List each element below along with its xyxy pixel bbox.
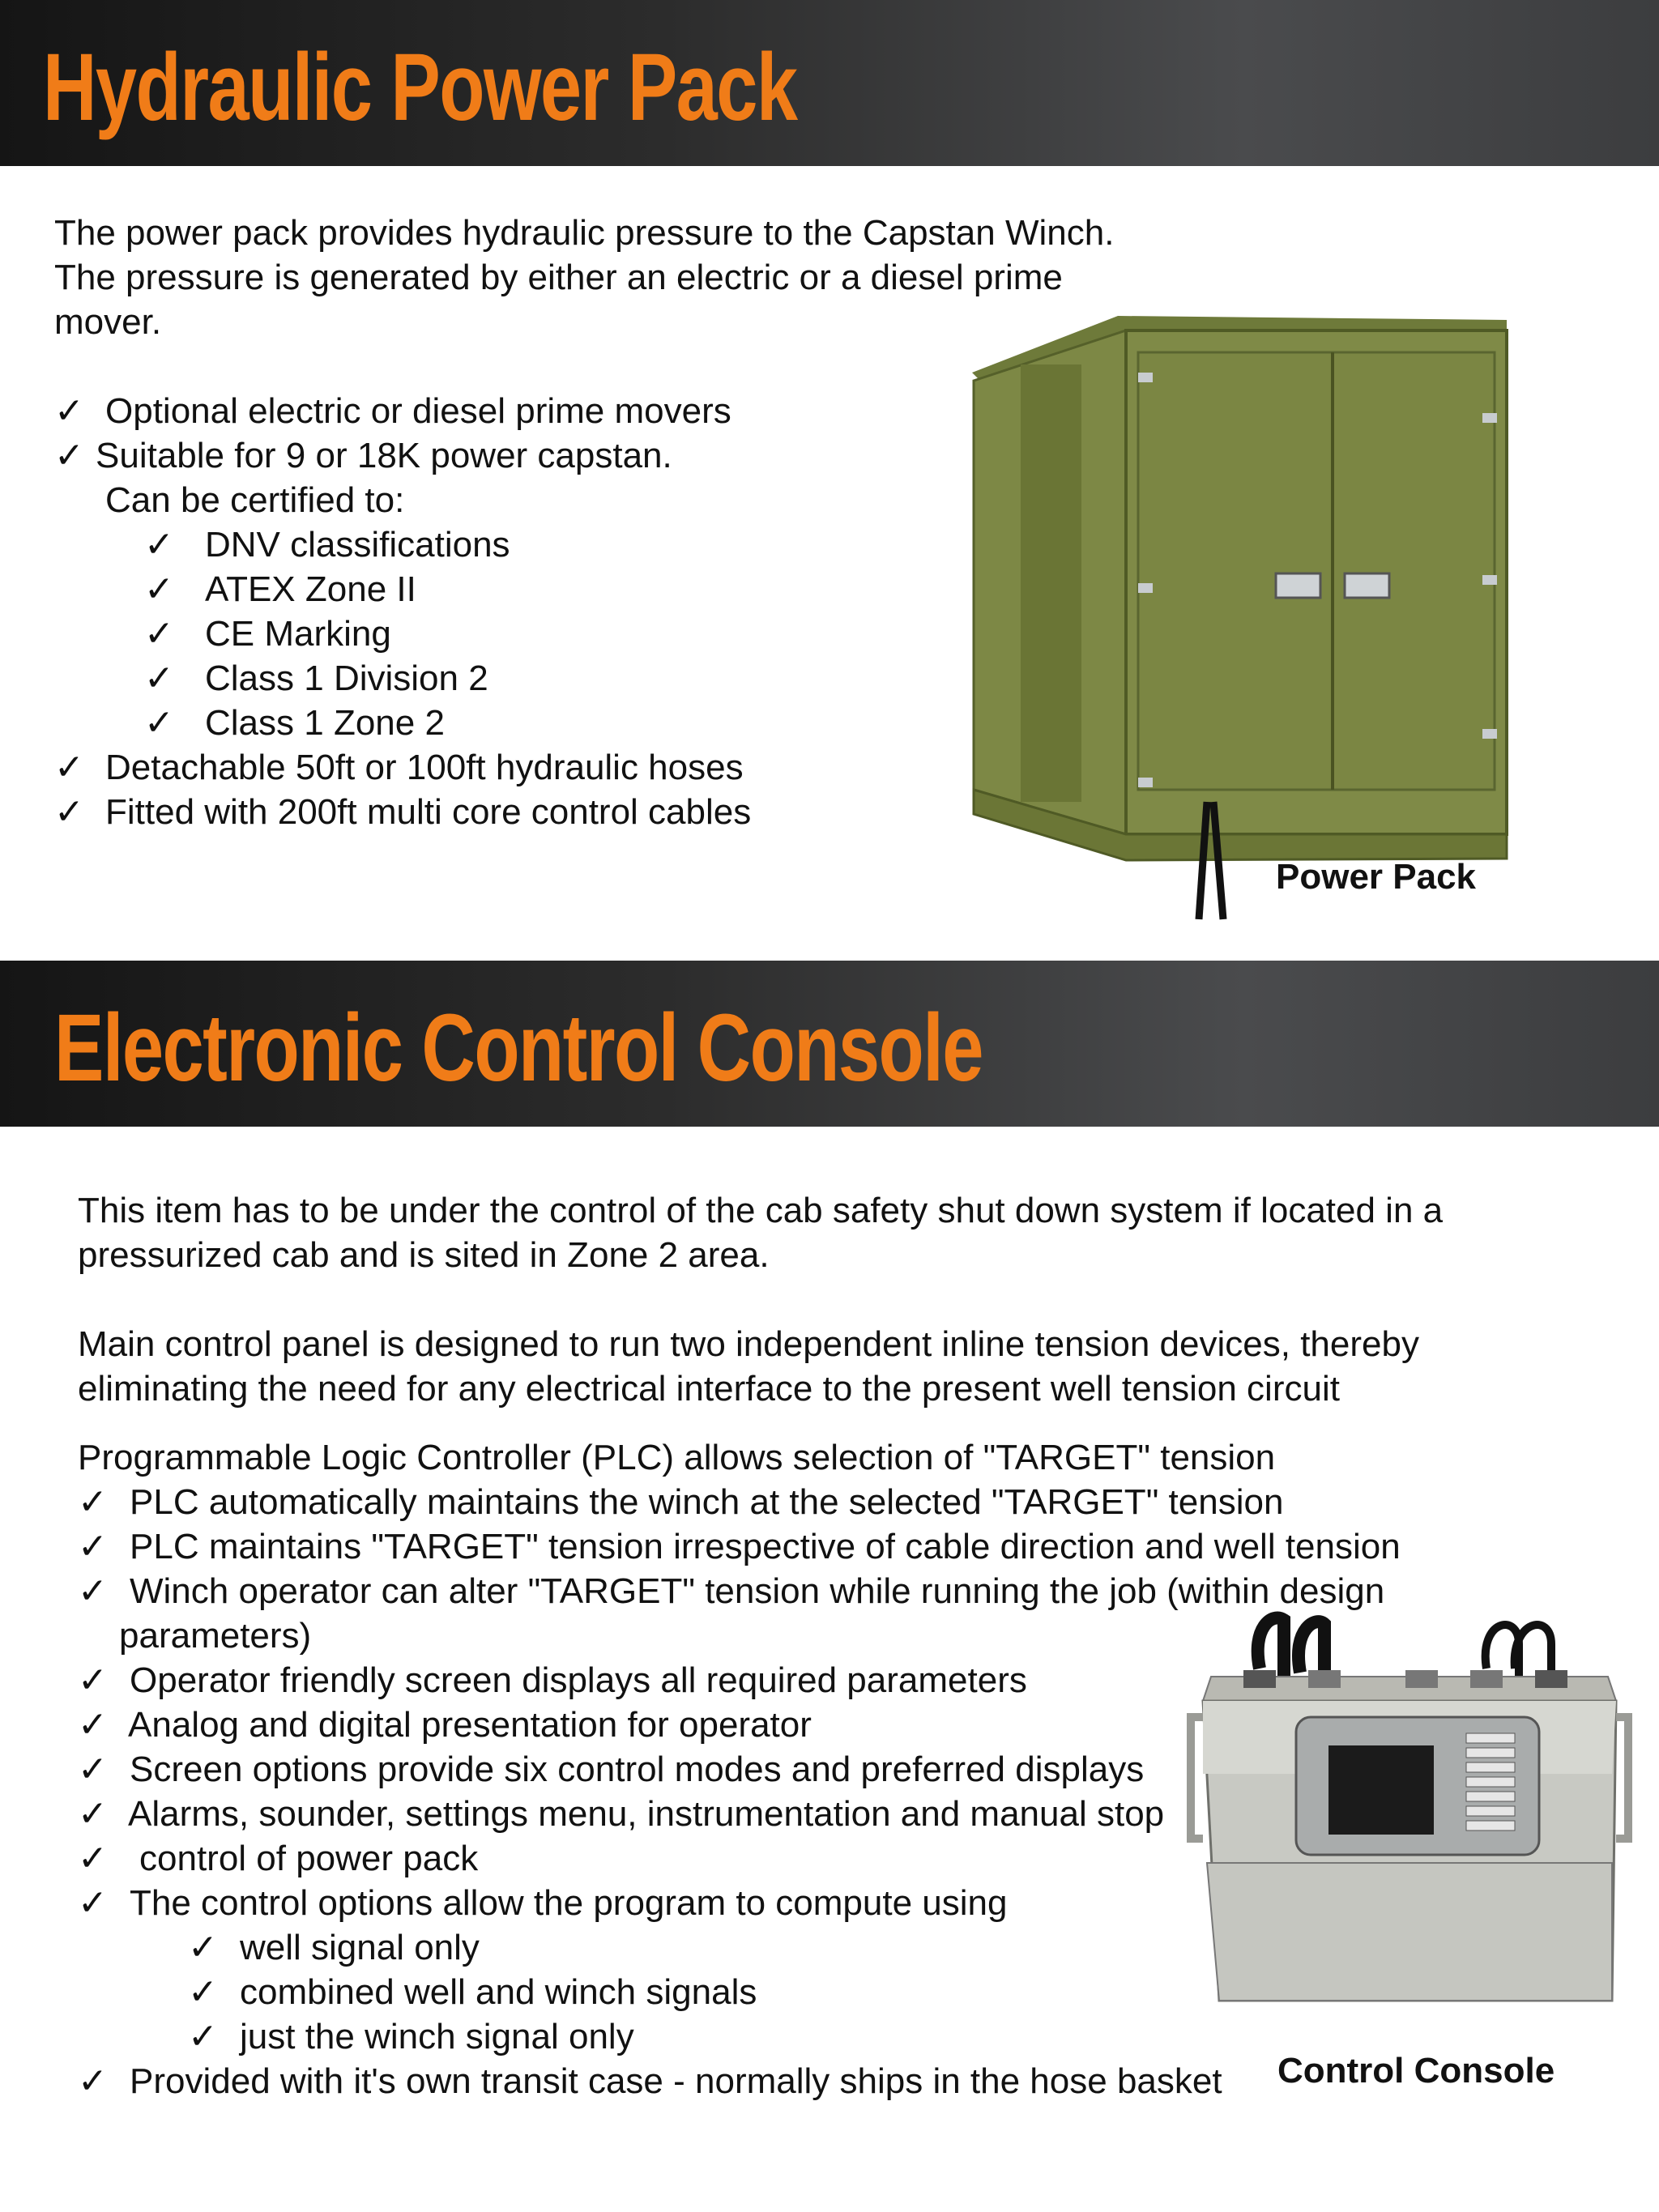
checkmark-icon: ✓ xyxy=(144,703,174,743)
cable xyxy=(1258,1618,1284,1677)
console-bullet: The control options allow the program to compute using xyxy=(130,1883,1008,1923)
checkmark-icon: ✓ xyxy=(78,1794,108,1834)
console-para1-line-1: This item has to be under the control of the cab safety shut down system if located in a xyxy=(78,1191,1444,1230)
console-bullet: Analog and digital presentation for operator xyxy=(128,1705,812,1745)
power-pack-bullet: Optional electric or diesel prime movers xyxy=(105,391,731,431)
control-console-image xyxy=(1195,1612,1624,2009)
console-bullet: Alarms, sounder, settings menu, instrumentation and manual stop xyxy=(128,1794,1165,1834)
console-para2-line-2: eliminating the need for any electrical interface to the present well tension circuit xyxy=(78,1369,1340,1409)
certification-item: Class 1 Division 2 xyxy=(205,658,488,698)
section-title-power-pack: Hydraulic Power Pack xyxy=(43,34,797,141)
power-pack-image xyxy=(956,316,1539,923)
checkmark-icon: ✓ xyxy=(78,1883,108,1923)
checkmark-icon: ✓ xyxy=(78,1839,108,1878)
door-handle-left xyxy=(1276,573,1320,598)
certification-item: CE Marking xyxy=(205,614,391,654)
console-bullet: PLC automatically maintains the winch at the selected "TARGET" tension xyxy=(130,1482,1284,1522)
power-pack-bullet: Detachable 50ft or 100ft hydraulic hoses xyxy=(105,748,744,787)
checkmark-icon: ✓ xyxy=(78,1660,108,1700)
vent-louvres xyxy=(1021,364,1081,802)
checkmark-icon: ✓ xyxy=(78,1482,108,1522)
power-pack-bullet: Fitted with 200ft multi core control cables xyxy=(105,792,752,832)
console-bullet: Screen options provide six control modes and preferred displays xyxy=(130,1750,1145,1789)
certification-item: DNV classifications xyxy=(205,525,510,565)
checkmark-icon: ✓ xyxy=(144,614,174,654)
power-pack-bullet: Suitable for 9 or 18K power capstan. xyxy=(96,436,672,475)
console-bullet: PLC maintains "TARGET" tension irrespective of cable direction and well tension xyxy=(130,1527,1401,1566)
connector xyxy=(1308,1670,1341,1688)
connector xyxy=(1243,1670,1276,1688)
power-pack-caption: Power Pack xyxy=(1276,857,1477,897)
certification-item: ATEX Zone II xyxy=(205,569,416,609)
console-bullet: Winch operator can alter "TARGET" tension while running the job (within design xyxy=(130,1571,1385,1611)
checkmark-icon: ✓ xyxy=(188,1972,218,2012)
console-sub-bullet: well signal only xyxy=(240,1928,480,1967)
power-pack-intro-line-2: The pressure is generated by either an electric or a diesel prime xyxy=(54,258,1063,297)
door-handle-right xyxy=(1345,573,1389,598)
console-para2-line-1: Main control panel is designed to run two independent inline tension devices, thereby xyxy=(78,1324,1419,1364)
checkmark-icon: ✓ xyxy=(78,1705,108,1745)
console-para1-line-2: pressurized cab and is sited in Zone 2 area. xyxy=(78,1235,770,1275)
hinge xyxy=(1482,413,1497,423)
hmi-screen xyxy=(1328,1745,1434,1835)
hinge xyxy=(1482,729,1497,739)
console-bullet-last: Provided with it's own transit case - normally ships in the hose basket xyxy=(130,2061,1222,2101)
checkmark-icon: ✓ xyxy=(144,658,174,698)
checkmark-icon: ✓ xyxy=(144,569,174,609)
hinge xyxy=(1138,778,1153,787)
carry-handle-left xyxy=(1191,1717,1203,1839)
section-title-control-console: Electronic Control Console xyxy=(54,995,983,1102)
plc-intro: Programmable Logic Controller (PLC) allows selection of "TARGET" tension xyxy=(78,1438,1276,1477)
console-bullet: Operator friendly screen displays all required parameters xyxy=(130,1660,1027,1700)
certification-item: Class 1 Zone 2 xyxy=(205,703,445,743)
hinge xyxy=(1138,373,1153,382)
checkmark-icon: ✓ xyxy=(54,436,84,475)
control-console-caption: Control Console xyxy=(1277,2051,1555,2091)
console-bullet: control of power pack xyxy=(139,1839,479,1878)
checkmark-icon: ✓ xyxy=(188,1928,218,1967)
hmi-keypad xyxy=(1466,1733,1515,1831)
cable xyxy=(1299,1622,1324,1677)
certified-intro: Can be certified to: xyxy=(105,480,405,520)
section-banner-control-console xyxy=(0,961,1659,1127)
checkmark-icon: ✓ xyxy=(78,1571,108,1611)
checkmark-icon: ✓ xyxy=(54,792,84,832)
console-sub-bullet: combined well and winch signals xyxy=(240,1972,757,2012)
checkmark-icon: ✓ xyxy=(78,2061,108,2101)
hinge xyxy=(1138,583,1153,593)
power-pack-intro-line-3: mover. xyxy=(54,302,162,342)
connector xyxy=(1470,1670,1503,1688)
checkmark-icon: ✓ xyxy=(78,1750,108,1789)
checkmark-icon: ✓ xyxy=(188,2017,218,2056)
checkmark-icon: ✓ xyxy=(54,391,84,431)
console-sub-bullet: just the winch signal only xyxy=(240,2017,634,2056)
connector xyxy=(1535,1670,1567,1688)
hinge xyxy=(1482,575,1497,585)
carry-handle-right xyxy=(1616,1717,1628,1839)
console-bullet-continuation: parameters) xyxy=(119,1616,312,1656)
section-banner-power-pack xyxy=(0,0,1659,166)
checkmark-icon: ✓ xyxy=(144,525,174,565)
checkmark-icon: ✓ xyxy=(54,748,84,787)
checkmark-icon: ✓ xyxy=(78,1527,108,1566)
connector xyxy=(1405,1670,1438,1688)
power-pack-intro-line-1: The power pack provides hydraulic pressure to the Capstan Winch. xyxy=(54,213,1115,253)
